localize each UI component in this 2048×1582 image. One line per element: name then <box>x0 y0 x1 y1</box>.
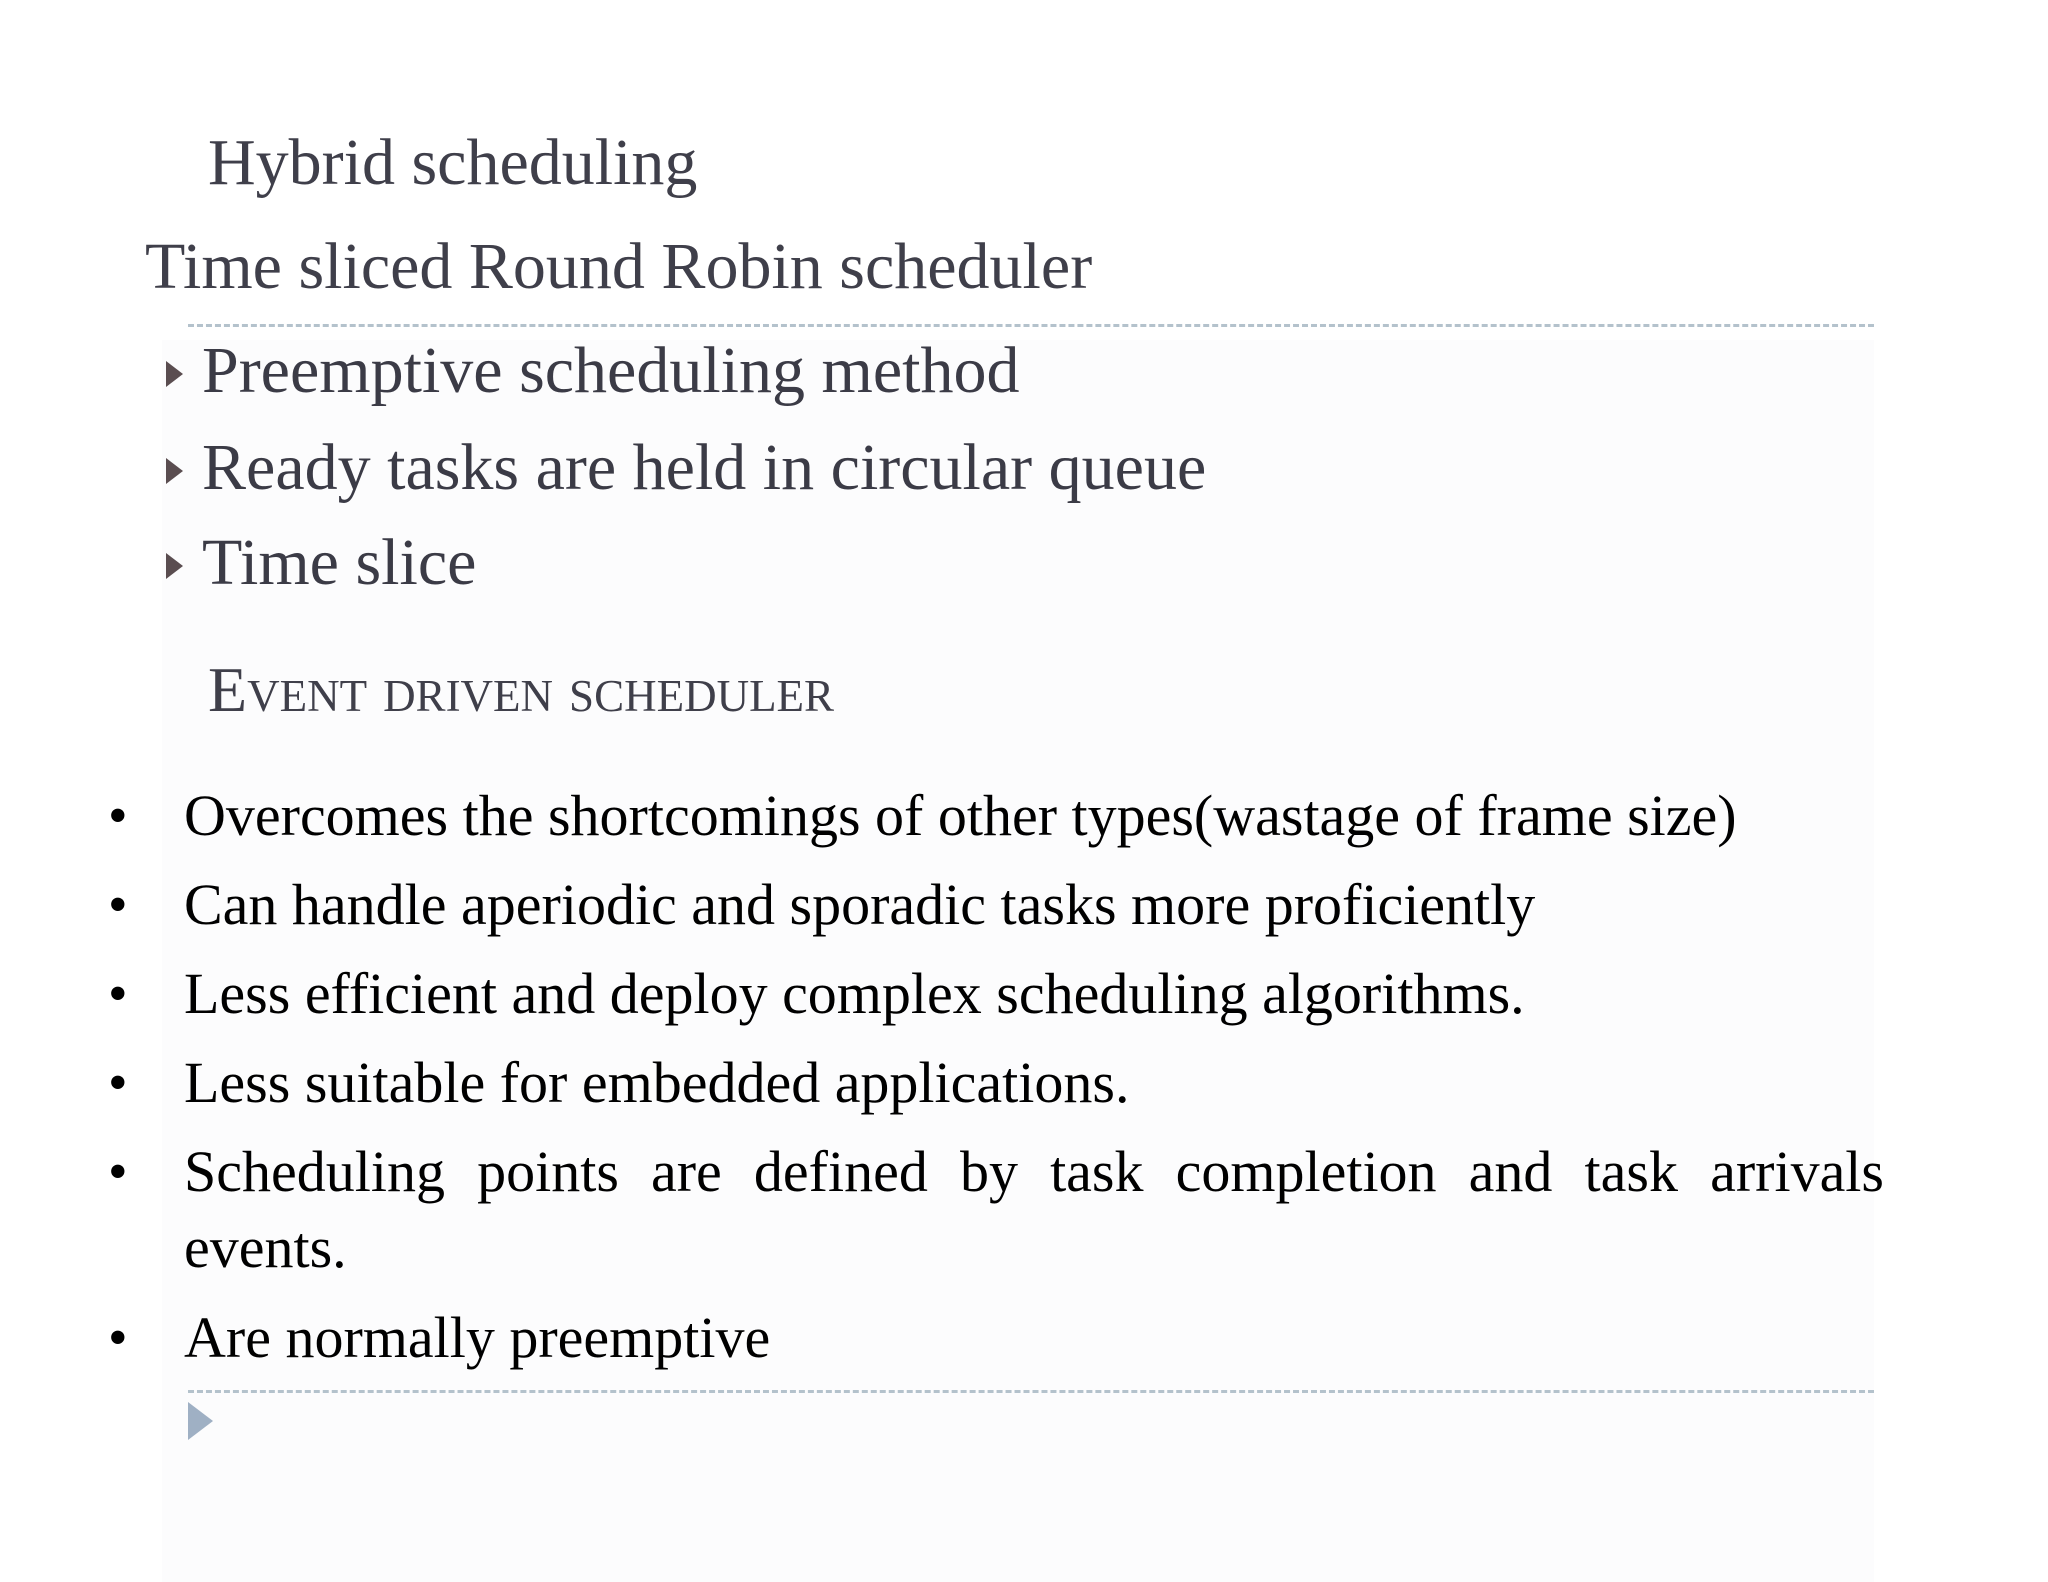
triangle-bullet-icon <box>166 458 183 484</box>
triangle-bullet-icon <box>166 361 183 387</box>
bullet-icon: • <box>108 1141 128 1203</box>
list-item <box>108 1300 1888 1376</box>
list-item <box>108 956 1888 1032</box>
bullet-icon: • <box>108 1307 128 1369</box>
list-item-text: Can handle aperiodic and sporadic tasks more proficiently <box>184 872 1536 937</box>
list-item <box>108 1134 1888 1286</box>
list-item <box>108 867 1888 943</box>
bottom-divider <box>188 1390 1874 1393</box>
section-heading: Event driven scheduler <box>208 654 835 725</box>
sub-item-text: Time slice <box>202 526 477 599</box>
sub-item-text: Preemptive scheduling method <box>202 334 1020 407</box>
list-item-text: Overcomes the shortcomings of other types(wastage of frame size) <box>184 783 1737 848</box>
list-item <box>108 1045 1888 1121</box>
bullet-icon: • <box>108 785 128 847</box>
sub-item-text: Ready tasks are held in circular queue <box>202 431 1207 504</box>
triangle-bullet-icon <box>166 553 183 579</box>
bullet-icon: • <box>108 963 128 1025</box>
sub-item <box>166 334 1020 407</box>
slide-subtitle: Time sliced Round Robin scheduler <box>145 230 1093 303</box>
sub-item <box>166 431 1207 504</box>
list-item-text: Are normally preemptive <box>184 1305 771 1370</box>
bullet-icon: • <box>108 1052 128 1114</box>
list-item <box>108 778 1888 854</box>
list-item-text: Less efficient and deploy complex scheduling algorithms. <box>184 961 1525 1026</box>
list-item-text: Less suitable for embedded applications. <box>184 1050 1130 1115</box>
top-divider <box>188 324 1874 327</box>
triangle-marker-icon <box>188 1402 213 1440</box>
slide-title: Hybrid scheduling <box>208 126 698 199</box>
list-item-text: Scheduling points are defined by task completion and task arrivals events. <box>184 1139 1884 1280</box>
sub-item <box>166 526 477 599</box>
bullet-icon: • <box>108 874 128 936</box>
